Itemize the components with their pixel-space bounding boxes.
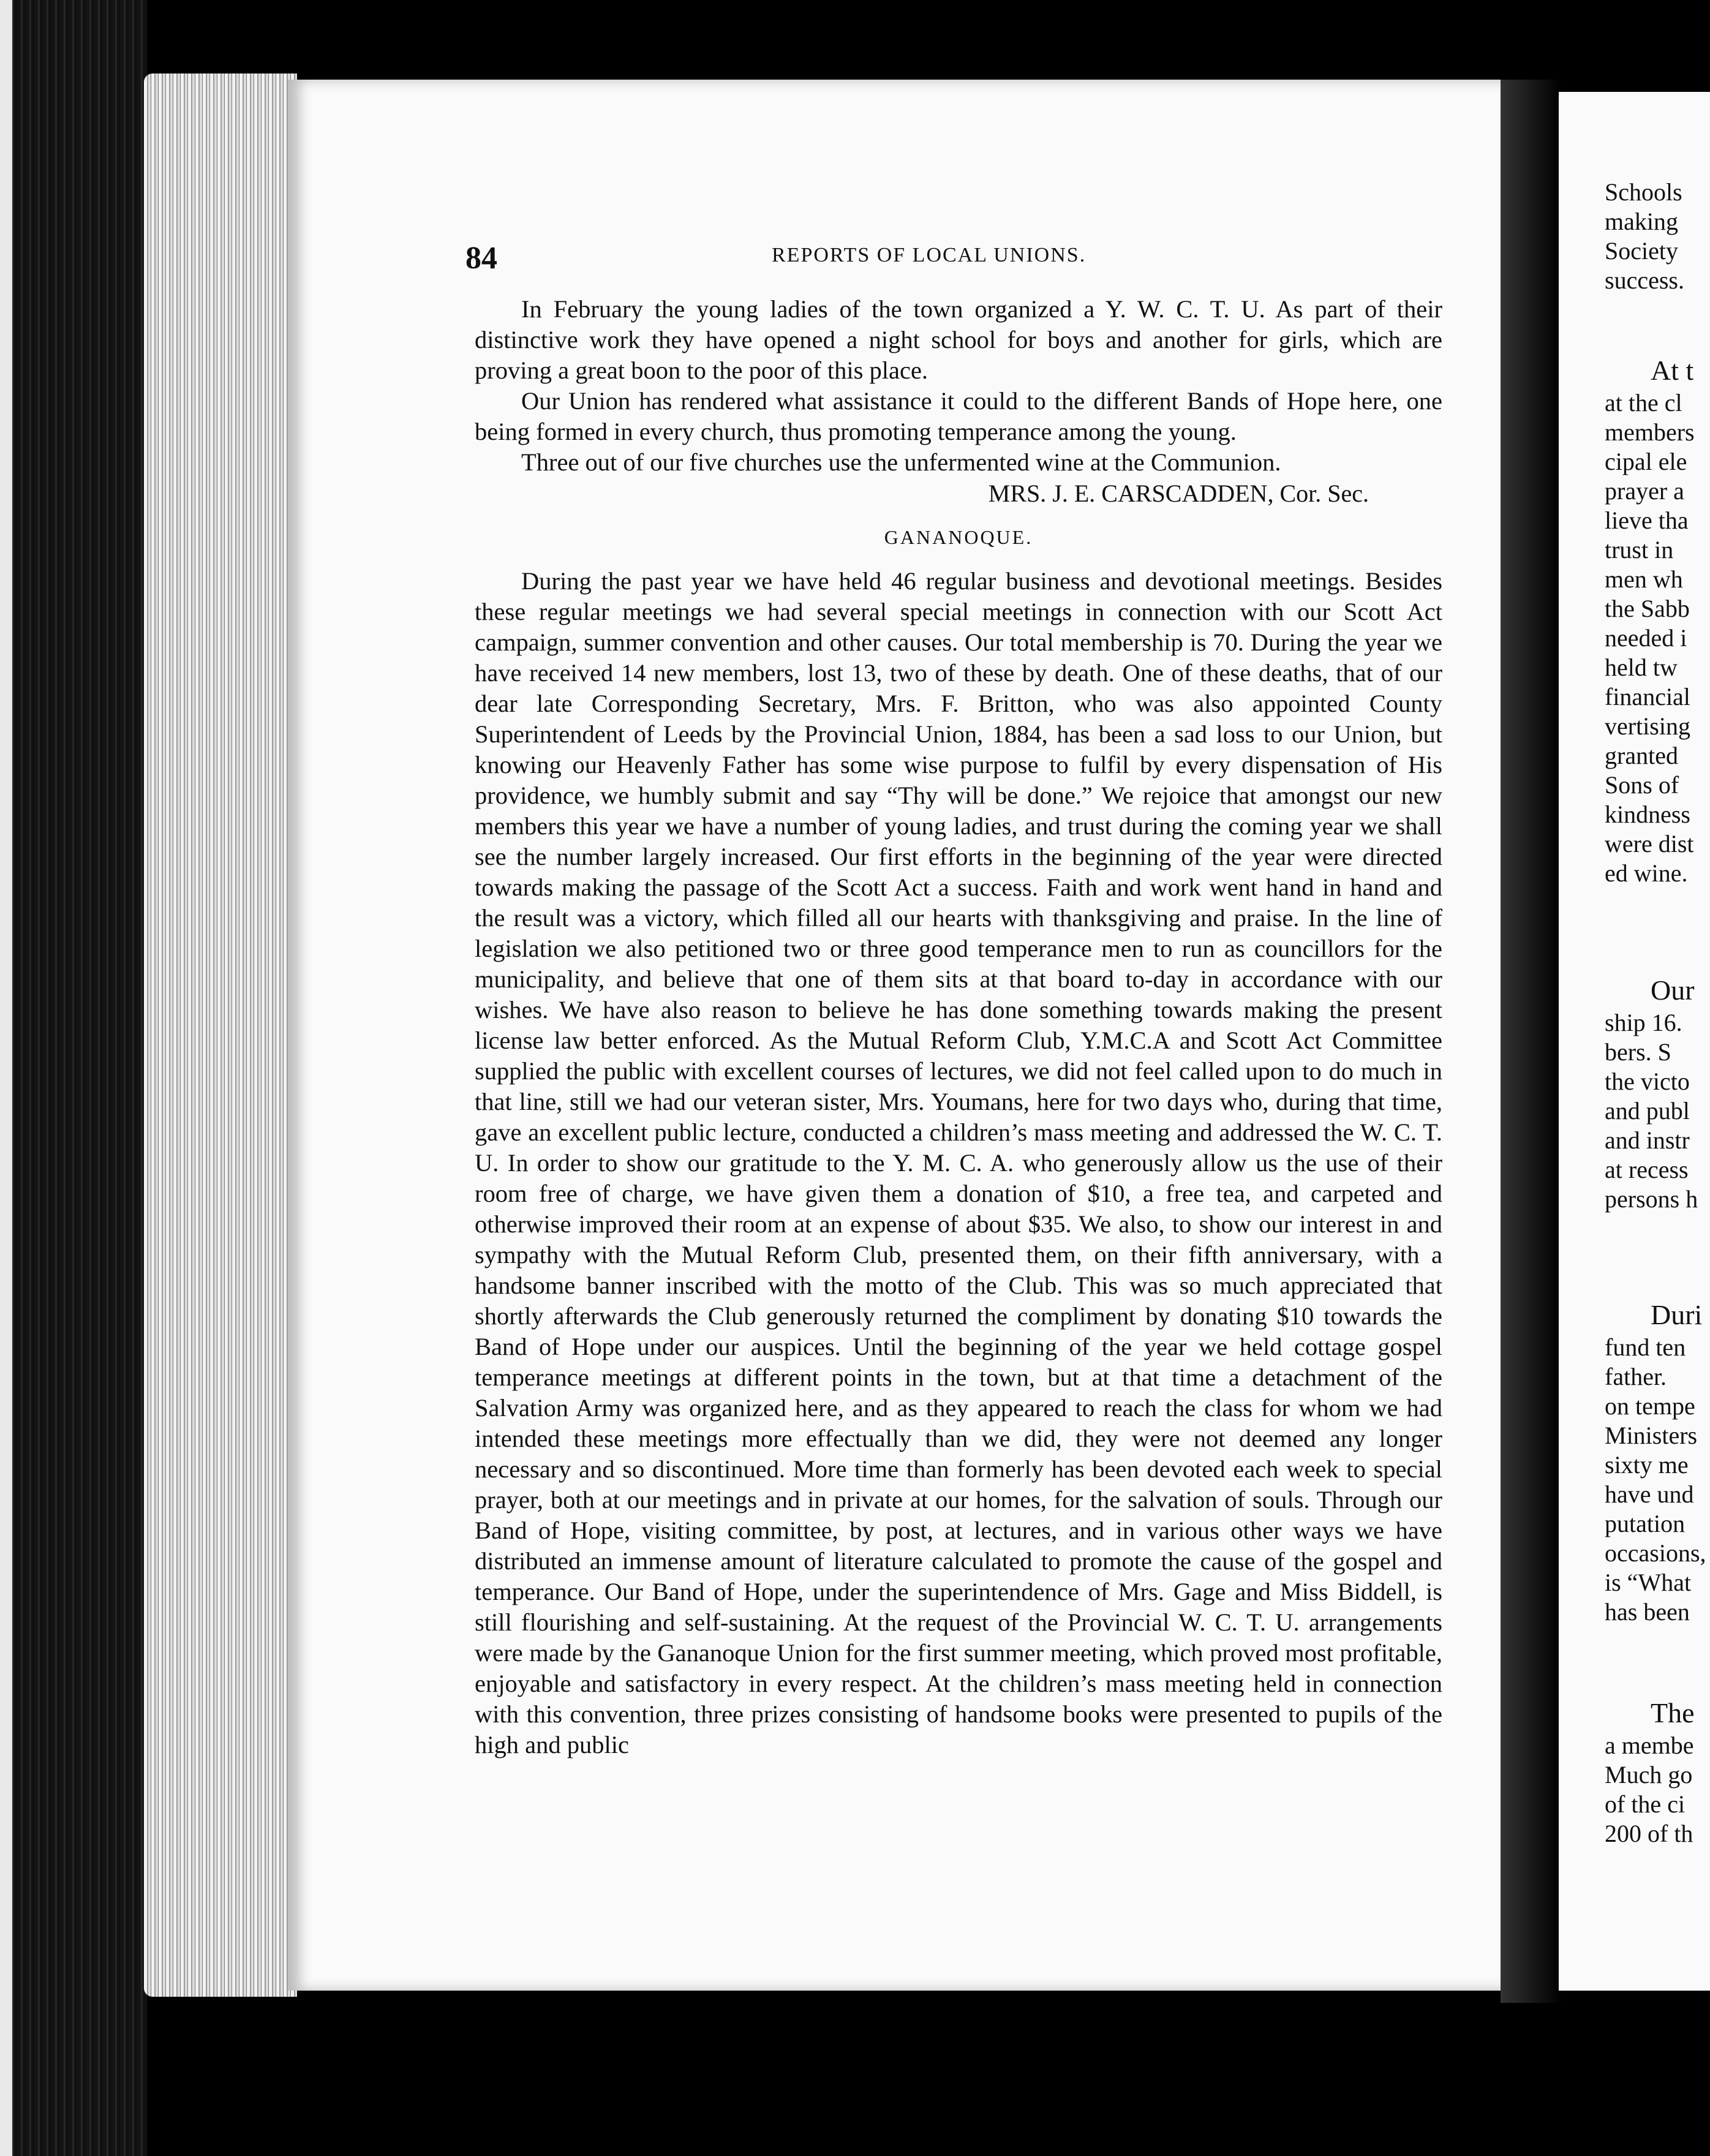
opposite-page-line: At t [1651,355,1694,386]
opposite-page-line: were dist [1605,830,1694,858]
opposite-page-line: is “What [1605,1569,1692,1596]
opposite-page-line: have und [1605,1480,1694,1508]
section-paragraph: During the past year we have held 46 regular business and devotional meetings. Besides these regular meetings we had several special meetings in connection with our Scott Act campaign, summer convention and other causes. Our total membership is 70. During the year we have received 14 new members, lost 13, two of these by death. One of these deaths, that of our dear late Corresponding Secretary, Mrs. F. Britton, who was also appointed County Superintendent of Leeds by the Provincial Union, 1884, has been a sad loss to our Union, but knowing our Heavenly Father has some wise purpose to fulfil by every dispensation of His providence, we humbly submit and say “Thy will be done.” We rejoice that amongst our new members this year we have a number of young ladies, and trust during the coming year we shall see the number largely increased. Our first efforts in the beginning of the year were directed towards making the passage of the Scott Act a success. Faith and work went hand in hand and the result was a victory, which filled all our hearts with thanksgiving and praise. In the line of legislation we also petitioned two or three good temperance men to run as councillors for the municipality, and believe that one of them sits at that board to-day in accordance with our wishes. We have also reason to believe he has done something towards making the present license law better enforced. As the Mutual Reform Club, Y.M.C.A and Scott Act Committee supplied the public with excellent courses of lectures, we did not feel called upon to do much in that line, still we had our veteran sister, Mrs. Youmans, here for two days who, during that time, gave an excellent public lecture, conducted a children’s mass meeting and addressed the W. C. T. U. In order to show our gratitude to the Y. M. C. A. who generously allow us the use of their room free of charge, we have given them a donation of $10, a free tea, and carpeted and otherwise improved their room at an expense of about $35. We also, to show our interest in and sympathy with the Mutual Reform Club, presented them, on their fifth anniversary, with a handsome banner inscribed with the motto of the Club. This was so much appreciated that shortly afterwards the Club generously returned the compliment by donating $10 towards the Band of Hope under our auspices. Until the beginning of the year we held cottage gospel temperance meetings at different points in the town, but at that time a detachment of the Salvation Army was organized here, and as they appeared to reach the class for whom we had intended these meetings more effectually than we did, they were not deemed any longer necessary and so discontinued. More time than formerly has been devoted each week to special prayer, both at our meetings and in private at our homes, for the salvation of souls. Through our Band of Hope, visiting committee, by post, at lectures, and in various other ways we have distributed an immense amount of literature calculated to promote the cause of the gospel and temperance. Our Band of Hope, under the superintendence of Mrs. Gage and Miss Biddell, is still flourishing and self-sustaining. At the request of the Provincial W. C. T. U. arrangements were made by the Gananoque Union for the first summer meeting, which proved most profitable, enjoyable and satisfactory in every respect. At the children’s mass meeting held in connection with this convention, three prizes consisting of handsome books were presented to pupils of the high and public [475,567,1442,1758]
opposite-page-line: Our [1651,974,1695,1006]
cover-edge [0,0,12,2156]
opposite-page-line: fund ten [1605,1333,1686,1361]
opposite-page-line: success. [1605,266,1684,294]
page-number: 84 [465,241,497,276]
opposite-page-line: persons h [1605,1185,1698,1213]
opposite-page-line: the Sabb [1605,595,1690,622]
opposite-page-line: held tw [1605,654,1678,681]
opposite-page-line: and publ [1605,1097,1690,1125]
opposite-page-line: Sons of [1605,771,1679,799]
opposite-page-line: kindness [1605,801,1690,828]
opposite-page-line: Schools [1605,178,1682,206]
page-edges [144,74,297,1997]
opposite-page-line: Much go [1605,1761,1693,1789]
opposite-page-line: vertising [1605,712,1690,740]
opposite-page-line: sixty me [1605,1451,1689,1479]
opposite-page-line: Society [1605,237,1678,265]
opposite-page-line: financial [1605,683,1690,710]
opposite-page-line: 200 of th [1605,1820,1693,1847]
opposite-page-line: The [1651,1697,1695,1728]
opposite-page-line: a membe [1605,1732,1694,1759]
opposite-page-line: members [1605,418,1695,446]
opposite-page-line: ed wine. [1605,859,1688,887]
opposite-page-line: and instr [1605,1126,1690,1154]
signature: MRS. J. E. CARSCADDEN, Cor. Sec. [988,480,1369,507]
opposite-page-line: making [1605,208,1678,235]
section-heading: GANANOQUE. [884,526,1033,548]
opposite-page-line: putation [1605,1510,1686,1537]
opposite-page-line: needed i [1605,624,1687,652]
opposite-page-line: prayer a [1605,477,1684,505]
book-gutter [1501,80,1562,2003]
opposite-page-line: of the ci [1605,1790,1686,1818]
paragraph: In February the young ladies of the town organized a Y. W. C. T. U. As part of their distinctive work they have opened a night school for boys and another for girls, which are proving a great boon to the poor of this place. [475,295,1442,384]
opposite-page-line: men wh [1605,565,1683,593]
opposite-page-line: occasions, [1605,1539,1706,1567]
page-header [465,240,1470,277]
opposite-page-line: has been [1605,1598,1690,1626]
opposite-page-line: trust in [1605,536,1674,564]
opposite-page-line: granted [1605,742,1678,769]
opposite-page-line: cipal ele [1605,448,1687,475]
book-cover [0,0,147,2156]
opposite-page-line: bers. S [1605,1038,1671,1066]
opposite-page-line: father. [1605,1363,1667,1390]
paragraph: Our Union has rendered what assistance it could to the different Bands of Hope here, one being formed in every church, thus promoting temperance among the young. [475,387,1442,445]
opposite-page [1559,92,1710,1991]
opposite-page-line: ship 16. [1605,1009,1682,1036]
opposite-page-line: Duri [1651,1299,1703,1330]
opposite-page-line: Ministers [1605,1422,1698,1449]
opposite-page-line: at the cl [1605,389,1682,417]
opposite-page-line: the victo [1605,1068,1690,1095]
paragraph: Three out of our five churches use the unfermented wine at the Communion. [521,448,1281,476]
opposite-page-line: on tempe [1605,1392,1695,1420]
opposite-page-line: lieve tha [1605,507,1689,534]
running-head: REPORTS OF LOCAL UNIONS. [772,244,1087,266]
opposite-page-line: at recess [1605,1156,1689,1183]
page-body [475,294,1442,1760]
